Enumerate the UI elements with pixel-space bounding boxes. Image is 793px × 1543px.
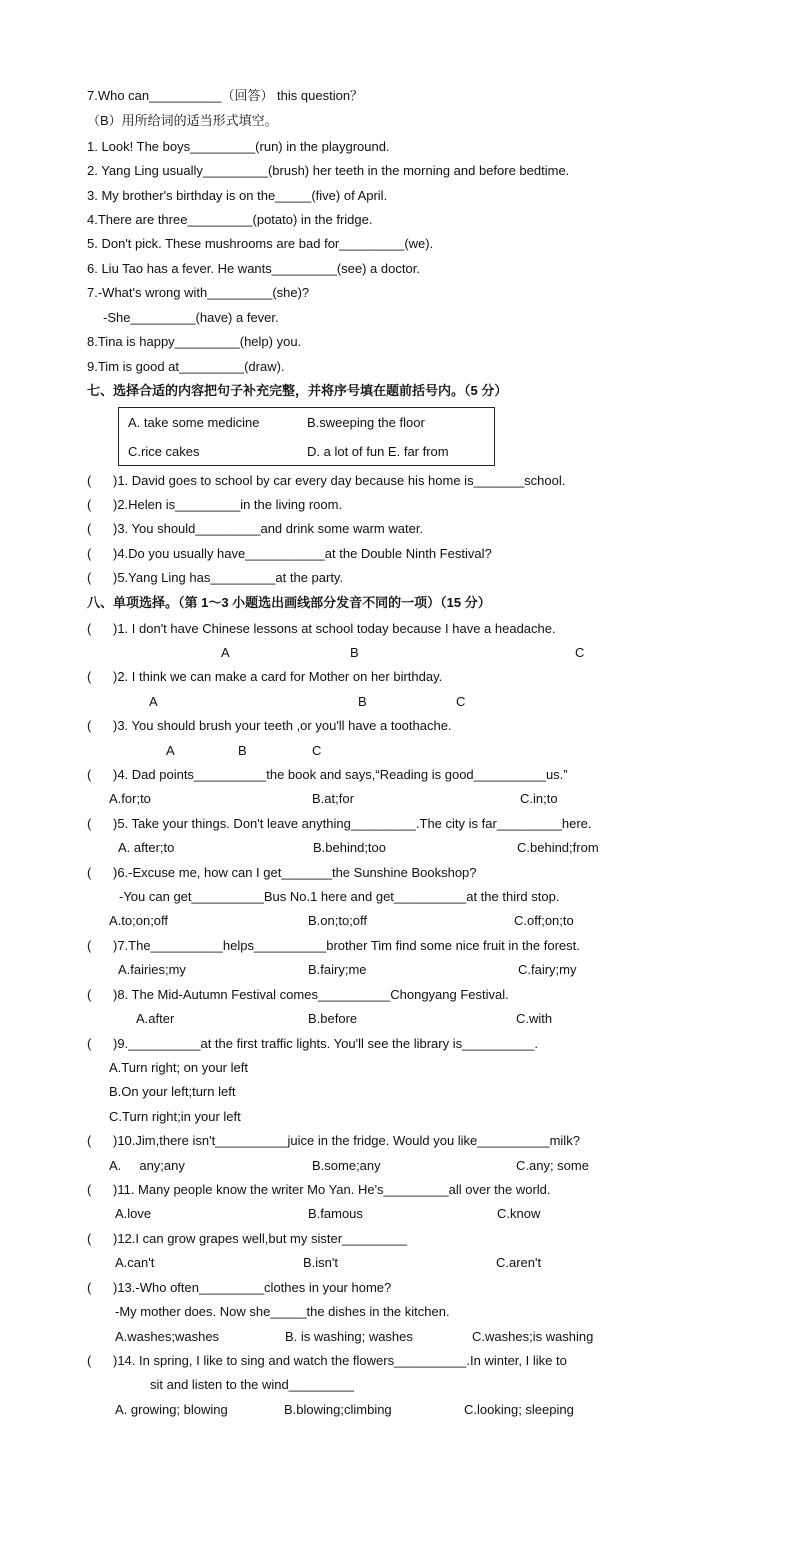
text-line-l68: C.know [497,1206,541,1221]
text-line-l30: B [358,694,367,709]
text-line-l59: B.On your left;turn left [109,1084,236,1099]
text-line-l81: B.blowing;climbing [284,1402,392,1417]
text-line-l24: ( )1. I don't have Chinese lessons at school today because I have a headache. [87,621,556,636]
text-line-l09: 7.-What's wrong with_________(she)? [87,285,310,300]
text-line-l82: C.looking; sleeping [464,1402,574,1417]
text-line-l05: 3. My brother's birthday is on the_____(five) of April. [87,188,388,203]
text-line-l52: C.fairy;my [518,962,577,977]
text-line-l26: B [350,645,359,660]
text-line-l42: B.behind;too [313,840,387,855]
text-line-l27: C [575,645,585,660]
text-line-l55: B.before [308,1011,358,1026]
text-line-l14: A. take some medicine [128,415,260,430]
text-line-l76: B. is washing; washes [285,1329,413,1344]
text-line-l19: ( )2.Helen is_________in the living room. [87,497,343,512]
text-line-l63: B.some;any [312,1158,381,1173]
text-line-l46: A.to;on;off [109,913,169,928]
text-line-l77: C.washes;is washing [472,1329,594,1344]
text-line-l56: C.with [516,1011,553,1026]
text-line-l20: ( )3. You should_________and drink some warm water. [87,521,424,536]
text-line-l45: -You can get__________Bus No.1 here and get__________at the third stop. [119,889,560,904]
text-line-l12: 9.Tim is good at_________(draw). [87,359,285,374]
text-line-l67: B.famous [308,1206,363,1221]
text-line-l25: A [221,645,230,660]
text-line-l29: A [149,694,158,709]
text-line-l62: A. any;any [109,1158,185,1173]
text-line-l51: B.fairy;me [308,962,367,977]
text-line-l16: C.rice cakes [128,444,200,459]
text-line-l60: C.Turn right;in your left [109,1109,241,1124]
text-line-l40: ( )5. Take your things. Don't leave anything_________.The city is far_________here. [87,816,592,831]
text-line-l80: A. growing; blowing [115,1402,228,1417]
text-line-l75: A.washes;washes [115,1329,220,1344]
text-line-l21: ( )4.Do you usually have___________at the Double Ninth Festival? [87,546,492,561]
text-line-l03: 1. Look! The boys_________(run) in the playground. [87,139,390,154]
text-line-l33: A [166,743,175,758]
text-line-l66: A.love [115,1206,152,1221]
text-line-l10: -She_________(have) a fever. [103,310,279,325]
text-line-l44: ( )6.-Excuse me, how can I get_______the Sunshine Bookshop? [87,865,477,880]
text-line-l07: 5. Don't pick. These mushrooms are bad for_________(we). [87,236,434,251]
text-line-l36: ( )4. Dad points__________the book and says,“Reading is good__________us.” [87,767,568,782]
text-line-l43: C.behind;from [517,840,599,855]
text-line-l71: B.isn't [303,1255,338,1270]
text-line-l13: 七、选择合适的内容把句子补充完整，并将序号填在题前括号内。（5 分） [87,383,508,398]
text-line-l11: 8.Tina is happy_________(help) you. [87,334,302,349]
text-line-l01: 7.Who can__________（回答） this question？ [87,88,364,103]
text-line-l53: ( )8. The Mid-Autumn Festival comes__________Chongyang Festival. [87,987,509,1002]
text-line-l58: A.Turn right; on your left [109,1060,248,1075]
text-line-l06: 4.There are three_________(potato) in the fridge. [87,212,373,227]
text-line-l39: C.in;to [520,791,558,806]
text-line-l72: C.aren't [496,1255,542,1270]
text-line-l69: ( )12.I can grow grapes well,but my sister_________ [87,1231,408,1246]
text-line-l41: A. after;to [118,840,175,855]
text-line-l50: A.fairies;my [118,962,186,977]
text-line-l35: C [312,743,322,758]
text-line-l48: C.off;on;to [514,913,574,928]
text-line-l04: 2. Yang Ling usually_________(brush) her teeth in the morning and before bedtime. [87,163,570,178]
text-line-l65: ( )11. Many people know the writer Mo Yan. He's_________all over the world. [87,1182,551,1197]
text-line-l31: C [456,694,466,709]
text-line-l78: ( )14. In spring, I like to sing and watch the flowers__________.In winter, I like to [87,1353,567,1368]
text-line-l23: 八、单项选择。（第 1～3 小题选出画线部分发音不同的一项）（15 分） [87,595,491,610]
text-line-l15: B.sweeping the floor [307,415,425,430]
text-line-l22: ( )5.Yang Ling has_________at the party. [87,570,344,585]
text-line-l49: ( )7.The__________helps__________brother Tim find some nice fruit in the forest. [87,938,580,953]
text-line-l08: 6. Liu Tao has a fever. He wants_________(see) a doctor. [87,261,420,276]
text-line-l74: -My mother does. Now she_____the dishes in the kitchen. [115,1304,450,1319]
text-line-l02: （B）用所给词的适当形式填空。 [87,113,278,128]
text-line-l54: A.after [136,1011,175,1026]
text-line-l64: C.any; some [516,1158,589,1173]
text-line-l57: ( )9.__________at the first traffic lights. You'll see the library is__________. [87,1036,539,1051]
text-line-l18: ( )1. David goes to school by car every day because his home is_______school. [87,473,566,488]
text-line-l61: ( )10.Jim,there isn't__________juice in the fridge. Would you like__________milk? [87,1133,580,1148]
text-line-l32: ( )3. You should brush your teeth ,or you'll have a toothache. [87,718,452,733]
text-line-l79: sit and listen to the wind_________ [150,1377,354,1392]
text-line-l70: A.can't [115,1255,155,1270]
text-line-l38: B.at;for [312,791,354,806]
text-line-l73: ( )13.-Who often_________clothes in your home? [87,1280,392,1295]
text-line-l17: D. a lot of fun E. far from [307,444,449,459]
text-line-l34: B [238,743,247,758]
text-line-l47: B.on;to;off [308,913,368,928]
text-line-l37: A.for;to [109,791,151,806]
text-line-l28: ( )2. I think we can make a card for Mother on her birthday. [87,669,443,684]
